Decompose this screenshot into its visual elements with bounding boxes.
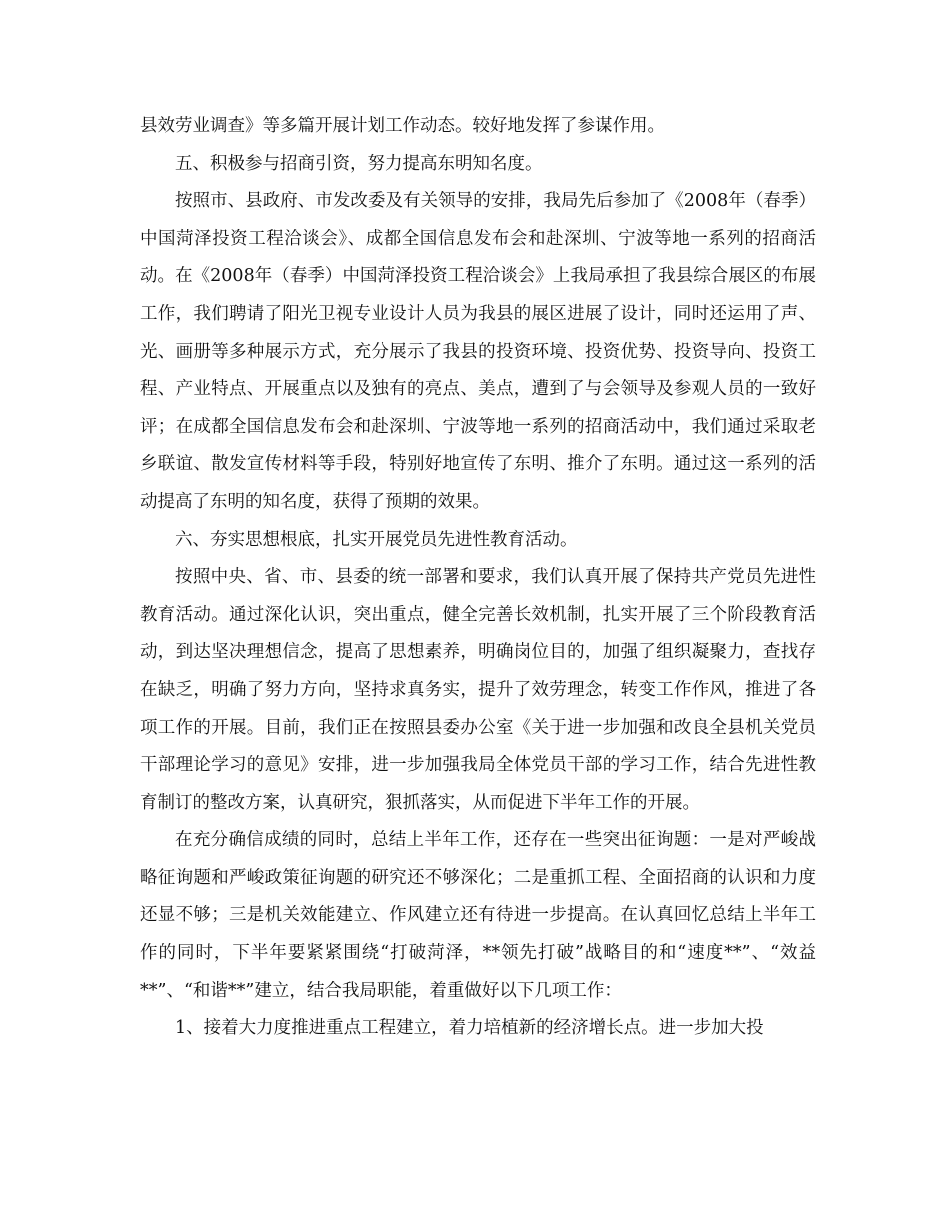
section-heading-6: 六、夯实思想根底，扎实开展党员先进性教育活动。 <box>175 529 578 550</box>
paragraph-problems: 在充分确信成绩的同时，总结上半年工作，还存在一些突出征询题：一是对严峻战略征询题和严峻政策征询题的研究还不够深化；二是重抓工程、全面招商的认识和力度还显不够；三是机关效能建立、作风建立还有待进一步提高。在认真回忆总结上半年工作的同时，下半年要紧紧围绕“打破菏泽，**领先打破”战略目的和“速度**”、“效益**”、“和谐**”建立，结合我局职能，着重做好以下几项工作： <box>140 830 816 1001</box>
paragraph-item-1: 1、接着大力度推进重点工程建立，着力培植新的经济增长点。进一步加大投 <box>175 1018 764 1039</box>
paragraph-party-education: 按照中央、省、市、县委的统一部署和要求，我们认真开展了保持共产党员先进性教育活动。通过深化认识，突出重点，健全完善长效机制，扎实开展了三个阶段教育活动，到达坚决理想信念，提高了思想素养，明确岗位目的，加强了组织凝聚力，查找存在缺乏，明确了努力方向，坚持求真务实，提升了效劳理念，转变工作作风，推进了各项工作的开展。目前，我们正在按照县委办公室《关于进一步加强和改良全县机关党员干部理论学习的意见》安排，进一步加强我局全体党员干部的学习工作，结合先进性教育制订的整改方案，认真研究，狠抓落实，从而促进下半年工作的开展。 <box>140 567 816 813</box>
paragraph-investment: 按照市、县政府、市发改委及有关领导的安排，我局先后参加了《2008年（春季）中国菏泽投资工程洽谈会》、成都全国信息发布会和赴深圳、宁波等地一系列的招商活动。在《2008年（春季）中国菏泽投资工程洽谈会》上我局承担了我县综合展区的布展工作，我们聘请了阳光卫视专业设计人员为我县的展区进展了设计，同时还运用了声、光、画册等多种展示方式，充分展示了我县的投资环境、投资优势、投资导向、投资工程、产业特点、开展重点以及独有的亮点、美点，遭到了与会领导及参观人员的一致好评；在成都全国信息发布会和赴深圳、宁波等地一系列的招商活动中，我们通过采取老乡联谊、散发宣传材料等手段，特别好地宣传了东明、推介了东明。通过这一系列的活动提高了东明的知名度，获得了预期的效果。 <box>140 191 816 512</box>
section-heading-5: 五、积极参与招商引资，努力提高东明知名度。 <box>175 153 543 174</box>
document-body <box>140 108 816 1048</box>
paragraph-continuation: 县效劳业调查》等多篇开展计划工作动态。较好地发挥了参谋作用。 <box>140 116 665 136</box>
